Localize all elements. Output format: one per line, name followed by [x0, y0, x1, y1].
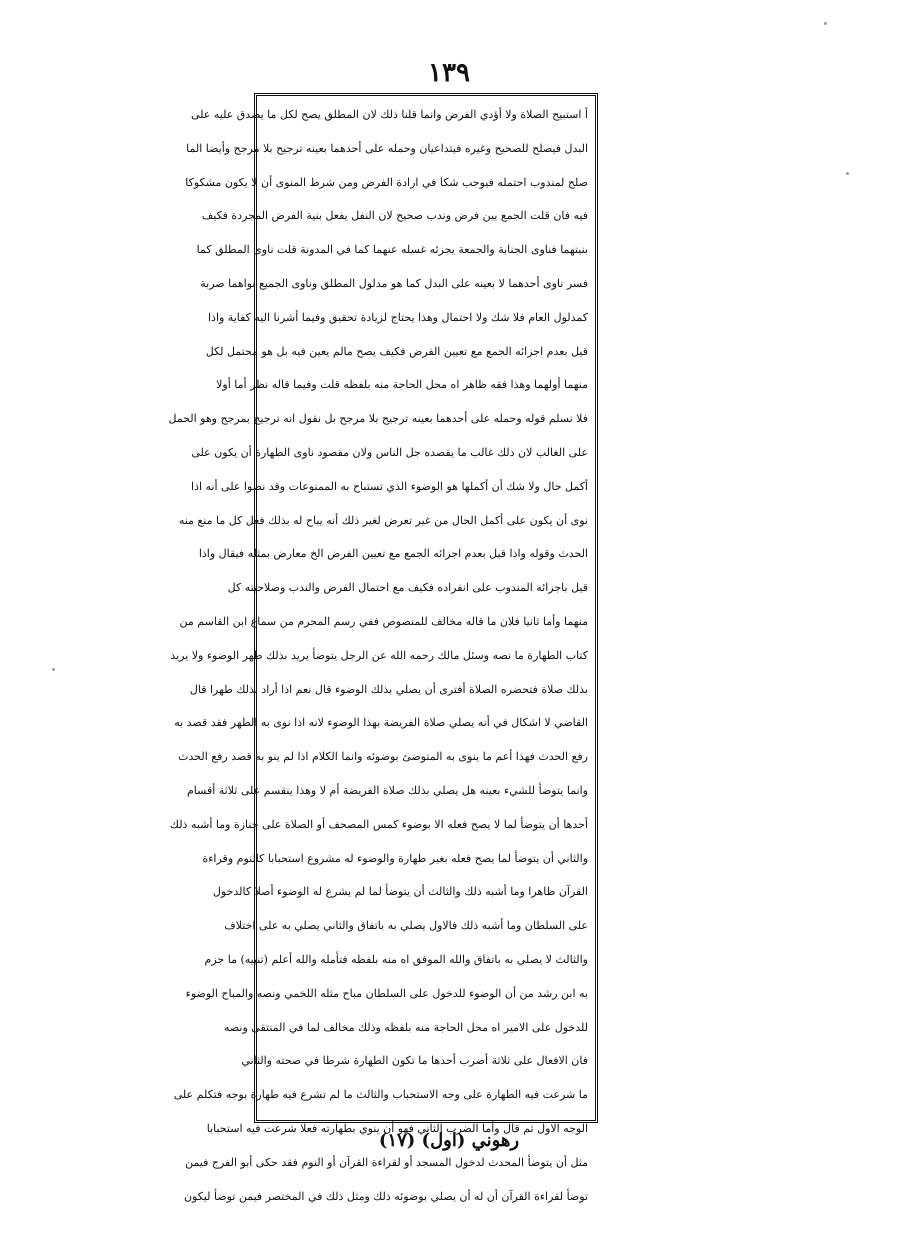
- text-line: توضأ لقراءة القرآن أن له أن يصلي بوضوئه ذلك ومثل ذلك في المختصر فيمن توضأ ليكون: [183, 1189, 588, 1203]
- text-line: فيه فان قلت الجمع بين فرض وندب صحيح لان النفل يفعل بنية الفرض المجردة فكيف: [201, 209, 588, 223]
- text-line: أكمل حال ولا شك أن أكملها هو الوضوء الذي تستباح به الممنوعات وقد نصوا على أنه اذا: [191, 479, 588, 493]
- text-line: للدخول على الامير اه محل الحاجة منه بلفظه وذلك مخالف لما في المنتقى ونصه: [223, 1020, 588, 1034]
- text-line: فان الافعال على ثلاثة أضرب أحدها ما تكون الطهارة شرطا في صحته والثاني: [241, 1054, 588, 1068]
- text-line: القاضي لا اشكال في أنه يصلي صلاة الفريضة بهذا الوضوء لانه اذا نوى به الطهر فقد قصد به: [174, 716, 588, 730]
- text-line: كمدلول العام فلا شك ولا احتمال وهذا يحتاج لزيادة تحقيق وفيما أشرنا اليه كفاية واذا: [207, 310, 588, 324]
- text-line: صلح لمندوب احتمله فيوجب شكا في ارادة الفرض ومن شرط المنوى أن لا يكون مشكوكا: [185, 175, 588, 189]
- text-line: والثالث لا يصلي به باتفاق والله الموفق اه منه بلفظه فتأمله والله أعلم (تنبيه) ما جزم: [204, 952, 588, 966]
- text-line: البدل فيصلح للصحيح وغيره فيتداعيان وحمله على أحدهما بعينه ترجيح بلا مرجح وأيضا الما: [186, 141, 588, 155]
- page-number: ١٣٩: [428, 58, 470, 88]
- text-line: والثاني أن يتوضأ لما يصح فعله بغير طهارة والوضوء له مشروع استحبابا كالنوم وقراءة: [202, 851, 588, 865]
- text-line: القرآن ظاهرا وما أشبه ذلك والثالث أن يتوضأ لما لم يشرع له الوضوء أصلا كالدخول: [212, 885, 588, 899]
- text-line: على السلطان وما أشبه ذلك فالاول يصلي به باتفاق والثاني يصلي به على اختلاف: [224, 919, 588, 933]
- main-text: [168, 98, 588, 1213]
- text-line: رفع الحدث فهذا أعم ما ينوى به المتوضئ بوضوئه وانما الكلام اذا لم ينو به قصد رفع الحدث: [178, 750, 588, 764]
- text-line: على الغالب لان ذلك غالب ما يقصده جل الناس ولان مقصود ناوى الطهارة أن يكون على: [191, 445, 588, 459]
- text-line: قيل باجزائه المندوب على انفراده فكيف مع احتمال الفرض والندب وصلاحيته كل: [227, 581, 588, 595]
- text-line: وانما يتوضأ للشيء بعينه هل يصلي بذلك صلاة الفريضة أم لا وهذا ينقسم على ثلاثة أقسام: [186, 783, 588, 797]
- text-line: منهما أولهما وهذا فقه ظاهر اه محل الحاجة منه بلفظه قلت وفيما قاله نظر أما أولا: [216, 378, 588, 392]
- speck: [846, 172, 849, 175]
- text-line: الحدث وقوله واذا قيل بعدم اجزائه الجمع مع تعيين الفرض الخ معارض بمثله فيقال واذا: [198, 547, 588, 561]
- footer-signature: (١٧) رهوني (اول): [378, 1130, 520, 1151]
- text-line: به ابن رشد من أن الوضوء للدخول على السلطان مباح مثله اللخمي ونصه والمباح الوضوء: [185, 986, 588, 1000]
- text-line: مثل أن يتوضأ المحدث لدخول المسجد أو لقراءة القرآن أو النوم فقد حكى أبو الفرج فيمن: [185, 1155, 588, 1169]
- text-line: فسر ناوى أحدهما لا بعينه على البدل كما هو مدلول المطلق وناوى الجميع نواهما ضربة: [200, 276, 588, 290]
- text-line: أحدها أن يتوضأ لما لا يصح فعله الا بوضوء كمس المصحف أو الصلاة على جنازة وما أشبه ذلك: [169, 817, 588, 831]
- text-line: أ استبيح الصلاة ولا أؤدي الفرض وانما قلنا ذلك لان المطلق يصح لكل ما يصدق عليه على: [190, 108, 588, 121]
- text-line: قيل بعدم اجزائه الجمع مع تعيين الفرض فكيف يصح مالم يعين فيه بل هو محتمل لكل: [205, 344, 588, 358]
- text-line: الوجه الاول ثم قال وأما الضرب الثاني فهو أن ينوي بطهارته فعلا شرعت فيه استحبابا: [206, 1121, 588, 1135]
- text-line: بنيتهما فناوى الجنابة والجمعة يجزئه غسله عنهما كما في المدونة قلت ناوى المطلق كما: [196, 243, 588, 257]
- text-line: منهما وأما ثانيا فلان ما قاله مخالف للمنصوص ففي رسم المحرم من سماع ابن القاسم من: [179, 614, 588, 628]
- text-line: بذلك صلاة فتحضره الصلاة أفترى أن يصلي بذلك الوضوء قال نعم اذا أراد بذلك طهرا قال: [189, 682, 588, 696]
- text-line: فلا نسلم قوله وحمله على أحدهما بعينه ترجيح بلا مرجح بل نقول انه ترجيح بمرجح وهو الحمل: [168, 412, 588, 426]
- speck: [824, 22, 827, 25]
- speck: [52, 668, 55, 671]
- text-line: نوى أن يكون على أكمل الحال من غير تعرض لغير ذلك أنه يباح له بذلك فعل كل ما منع منه: [178, 513, 588, 527]
- text-line: ما شرعت فيه الطهارة على وجه الاستحباب والثالث ما لم تشرع فيه طهارة بوجه فتكلم على: [173, 1088, 588, 1102]
- text-line: كتاب الطهارة ما نصه وسئل مالك رحمه الله عن الرجل يتوضأ يريد بذلك طهر الوضوء ولا يريد: [170, 648, 588, 662]
